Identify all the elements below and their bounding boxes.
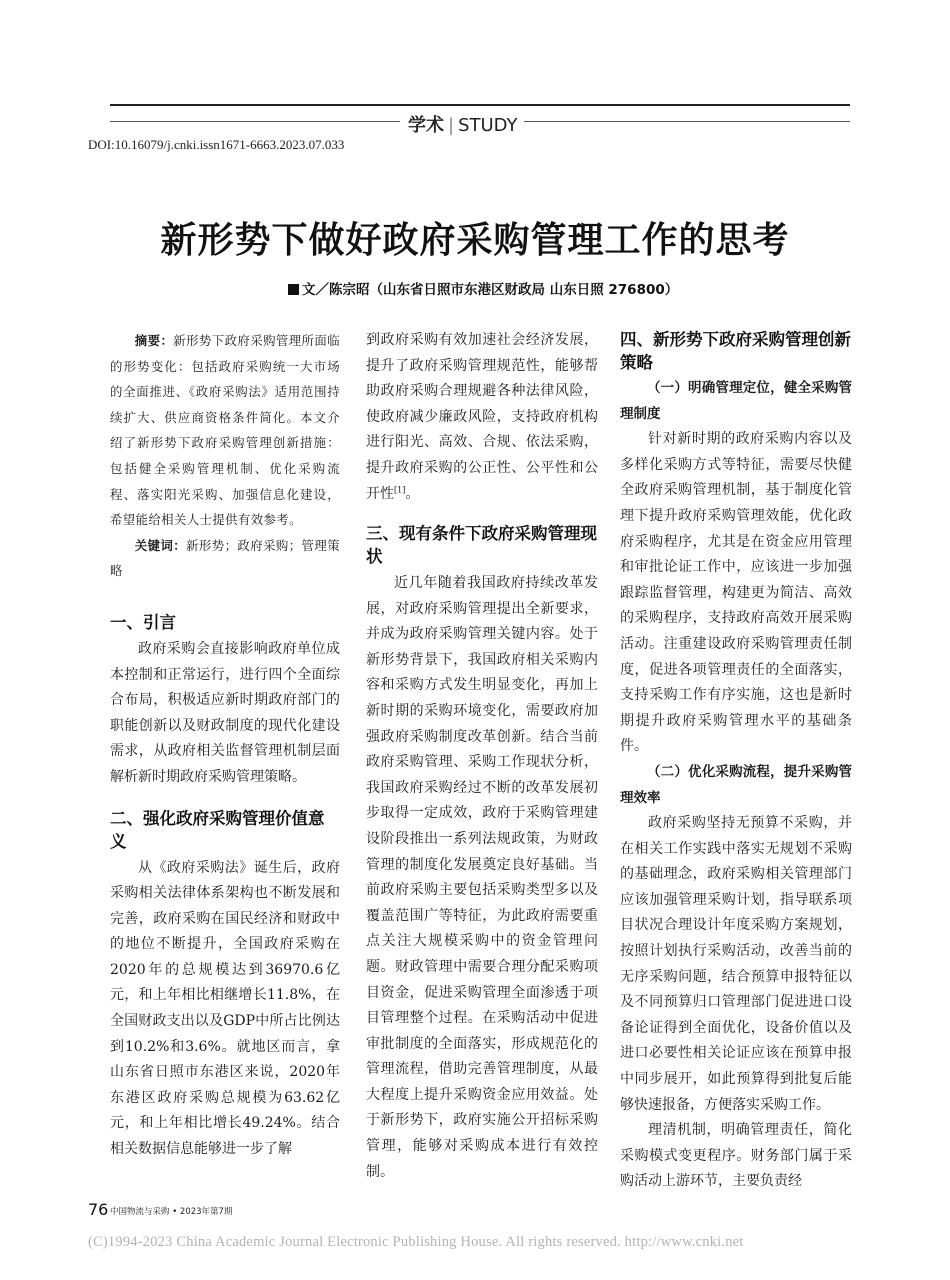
section-2-continued bbox=[366, 328, 598, 508]
reference-1: [1] bbox=[394, 484, 406, 494]
section-tag-separator: | bbox=[448, 115, 455, 136]
section-2-text: 从《政府采购法》诞生后，政府采购相关法律体系架构也不断发展和完善，政府采购在国民经济和财政中的地位不断提升，全国政府采购在2020年的总规模达到36970.6亿元，和上年相比相继增长11.8%，在全国财政支出以及GDP中所占比例达到10.2%和3.6%。就地区而言，拿山东省日照市东港区来说，2020年东港区政府采购总规模为63.62亿元，和上年相比增长49.24%。结合相关数据信息能够进一步了解 bbox=[110, 859, 340, 1158]
abstract-label: 摘要： bbox=[134, 333, 174, 348]
section-3-paragraph: 近几年随着我国政府持续改革发展，对政府采购管理提出全新要求，并成为政府采购管理关键内容。处于新形势背景下，我国政府相关采购内容和采购方式发生明显变化，再加上新时期的采购环境变化，需要政府加强政府采购制度改革创新。结合当前政府采购管理、采购工作现状分析，我国政府采购经过不断的改革发展初步取得一定成效，政府于采购管理建设阶段推出一系列法规政策，为财政管理的制度化发展奠定良好基础。当前政府采购主要包括采购类型多以及覆盖范围广等特征，为此政府需要重点关注大规模采购中的资金管理问题。财政管理中需要合理分配采购项目资金，促进采购管理全面渗透于项目管理整个过程。在采购活动中促进审批制度的全面落实，形成规范化的管理流程，借助完善管理制度，从最大程度上提升采购资金应用效益。处于新形势下，政府实施公开招标采购管理，能够对采购成本进行有效控制。 bbox=[366, 575, 598, 1180]
column-2 bbox=[366, 328, 598, 1185]
section-tag bbox=[408, 111, 518, 137]
section-2-end: 。 bbox=[405, 485, 420, 502]
header-rule-left bbox=[110, 121, 400, 122]
section-1-heading: 一、引言 bbox=[110, 612, 176, 632]
section-4-subheading-1: （一）明确管理定位，健全采购管理制度 bbox=[620, 380, 852, 422]
keywords-text: 新形势；政府采购；管理策略 bbox=[110, 537, 340, 579]
section-1-paragraph: 政府采购会直接影响政府单位成本控制和正常运行，进行四个全面综合布局，积极适应新时期政府部门的职能创新以及财政制度的现代化建设需求，从政府相关监督管理机制层面解析新时期政府采购管理策略。 bbox=[110, 640, 340, 785]
doi: DOI:10.16079/j.cnki.issn1671-6663.2023.07.033 bbox=[88, 137, 345, 152]
section-4-heading: 四、新形势下政府采购管理创新策略 bbox=[620, 330, 851, 372]
article-title: 新形势下做好政府采购管理工作的思考 bbox=[160, 219, 790, 261]
column-3 bbox=[620, 328, 852, 1195]
section-2-heading: 二、强化政府采购管理价值意义 bbox=[110, 808, 325, 851]
page-number: 76 bbox=[88, 1200, 109, 1219]
abstract bbox=[110, 328, 340, 584]
copyright-notice: (C)1994-2023 China Academic Journal Electronic Publishing House. All rights reserved. http://www.cnki.net bbox=[88, 1234, 744, 1250]
keywords-paragraph bbox=[110, 533, 340, 584]
section-tag-en: STUDY bbox=[458, 115, 518, 136]
byline-square-icon bbox=[288, 284, 299, 295]
section-4-paragraph-2: 政府采购坚持无预算不采购，并在相关工作实践中落实无规划不采购的基础理念，政府采购相关管理部门应该加强管理采购计划，指导联系项目状况合理设计年度采购方案规划，按照计划执行采购活动，改善当前的无序采购问题，结合预算申报特征以及不同预算归口管理部门促进进口设备论证得到全面优化，设备价值以及进口必要性相关论证应该在预算申报中同步展开，如此预算得到批复后能够快速报备，方便落实采购工作。 bbox=[620, 815, 852, 1113]
header-rule-right bbox=[524, 121, 850, 122]
section-3-heading: 三、现有条件下政府采购管理现状 bbox=[366, 524, 597, 566]
section-4-paragraph-1: 针对新时期的政府采购内容以及多样化采购方式等特征，需要尽快健全政府采购管理机制，基于制度化管理下提升政府采购管理效能，优化政府采购程序，尤其是在资金应用管理和审批论证工作中，应该进一步加强跟踪监督管理，构建更为简洁、高效的采购程序，支持政府高效开展采购活动。注重建设政府采购管理责任制度，促进各项管理责任的全面落实，支持采购工作有序实施，这也是新时期提升政府采购管理水平的基础条件。 bbox=[620, 431, 852, 755]
abstract-text: 新形势下政府采购管理所面临的形势变化：包括政府采购统一大市场的全面推进、《政府采购法》适用范围持续扩大、供应商资格条件简化。本文介绍了新形势下政府采购管理创新措施：包括健全采购管理机制、优化采购流程、落实阳光采购、加强信息化建设，希望能给相关人士提供有效参考。 bbox=[110, 333, 340, 528]
section-tag-cn: 学术 bbox=[408, 115, 444, 136]
section-2-text-cont: 到政府采购有效加速社会经济发展，提升了政府采购管理规范性，能够帮助政府采购合理规避各种法律风险，使政府减少廉政风险，支持政府机构进行阳光、高效、合规、依法采购，提升政府采购的公正性、公平性和公开性 bbox=[366, 332, 598, 502]
abstract-paragraph bbox=[110, 328, 340, 533]
section-2-paragraph-part2 bbox=[366, 328, 598, 507]
byline-text: 文／陈宗昭（山东省日照市东港区财政局 山东日照 276800） bbox=[302, 282, 679, 298]
header-rule bbox=[110, 104, 850, 106]
byline bbox=[288, 278, 678, 298]
column-1 bbox=[110, 328, 340, 1163]
section-2-paragraph-part1 bbox=[110, 856, 340, 1163]
keywords-label: 关键词： bbox=[134, 537, 187, 553]
journal-name: 中国物流与采购 • 2023年第7期 bbox=[110, 1207, 233, 1217]
section-4-paragraph-3: 理清机制，明确管理责任，简化采购模式变更程序。财务部门属于采购活动上游环节，主要负责经 bbox=[620, 1122, 852, 1190]
section-4-subheading-2: （二）优化采购流程，提升采购管理效率 bbox=[620, 763, 852, 806]
